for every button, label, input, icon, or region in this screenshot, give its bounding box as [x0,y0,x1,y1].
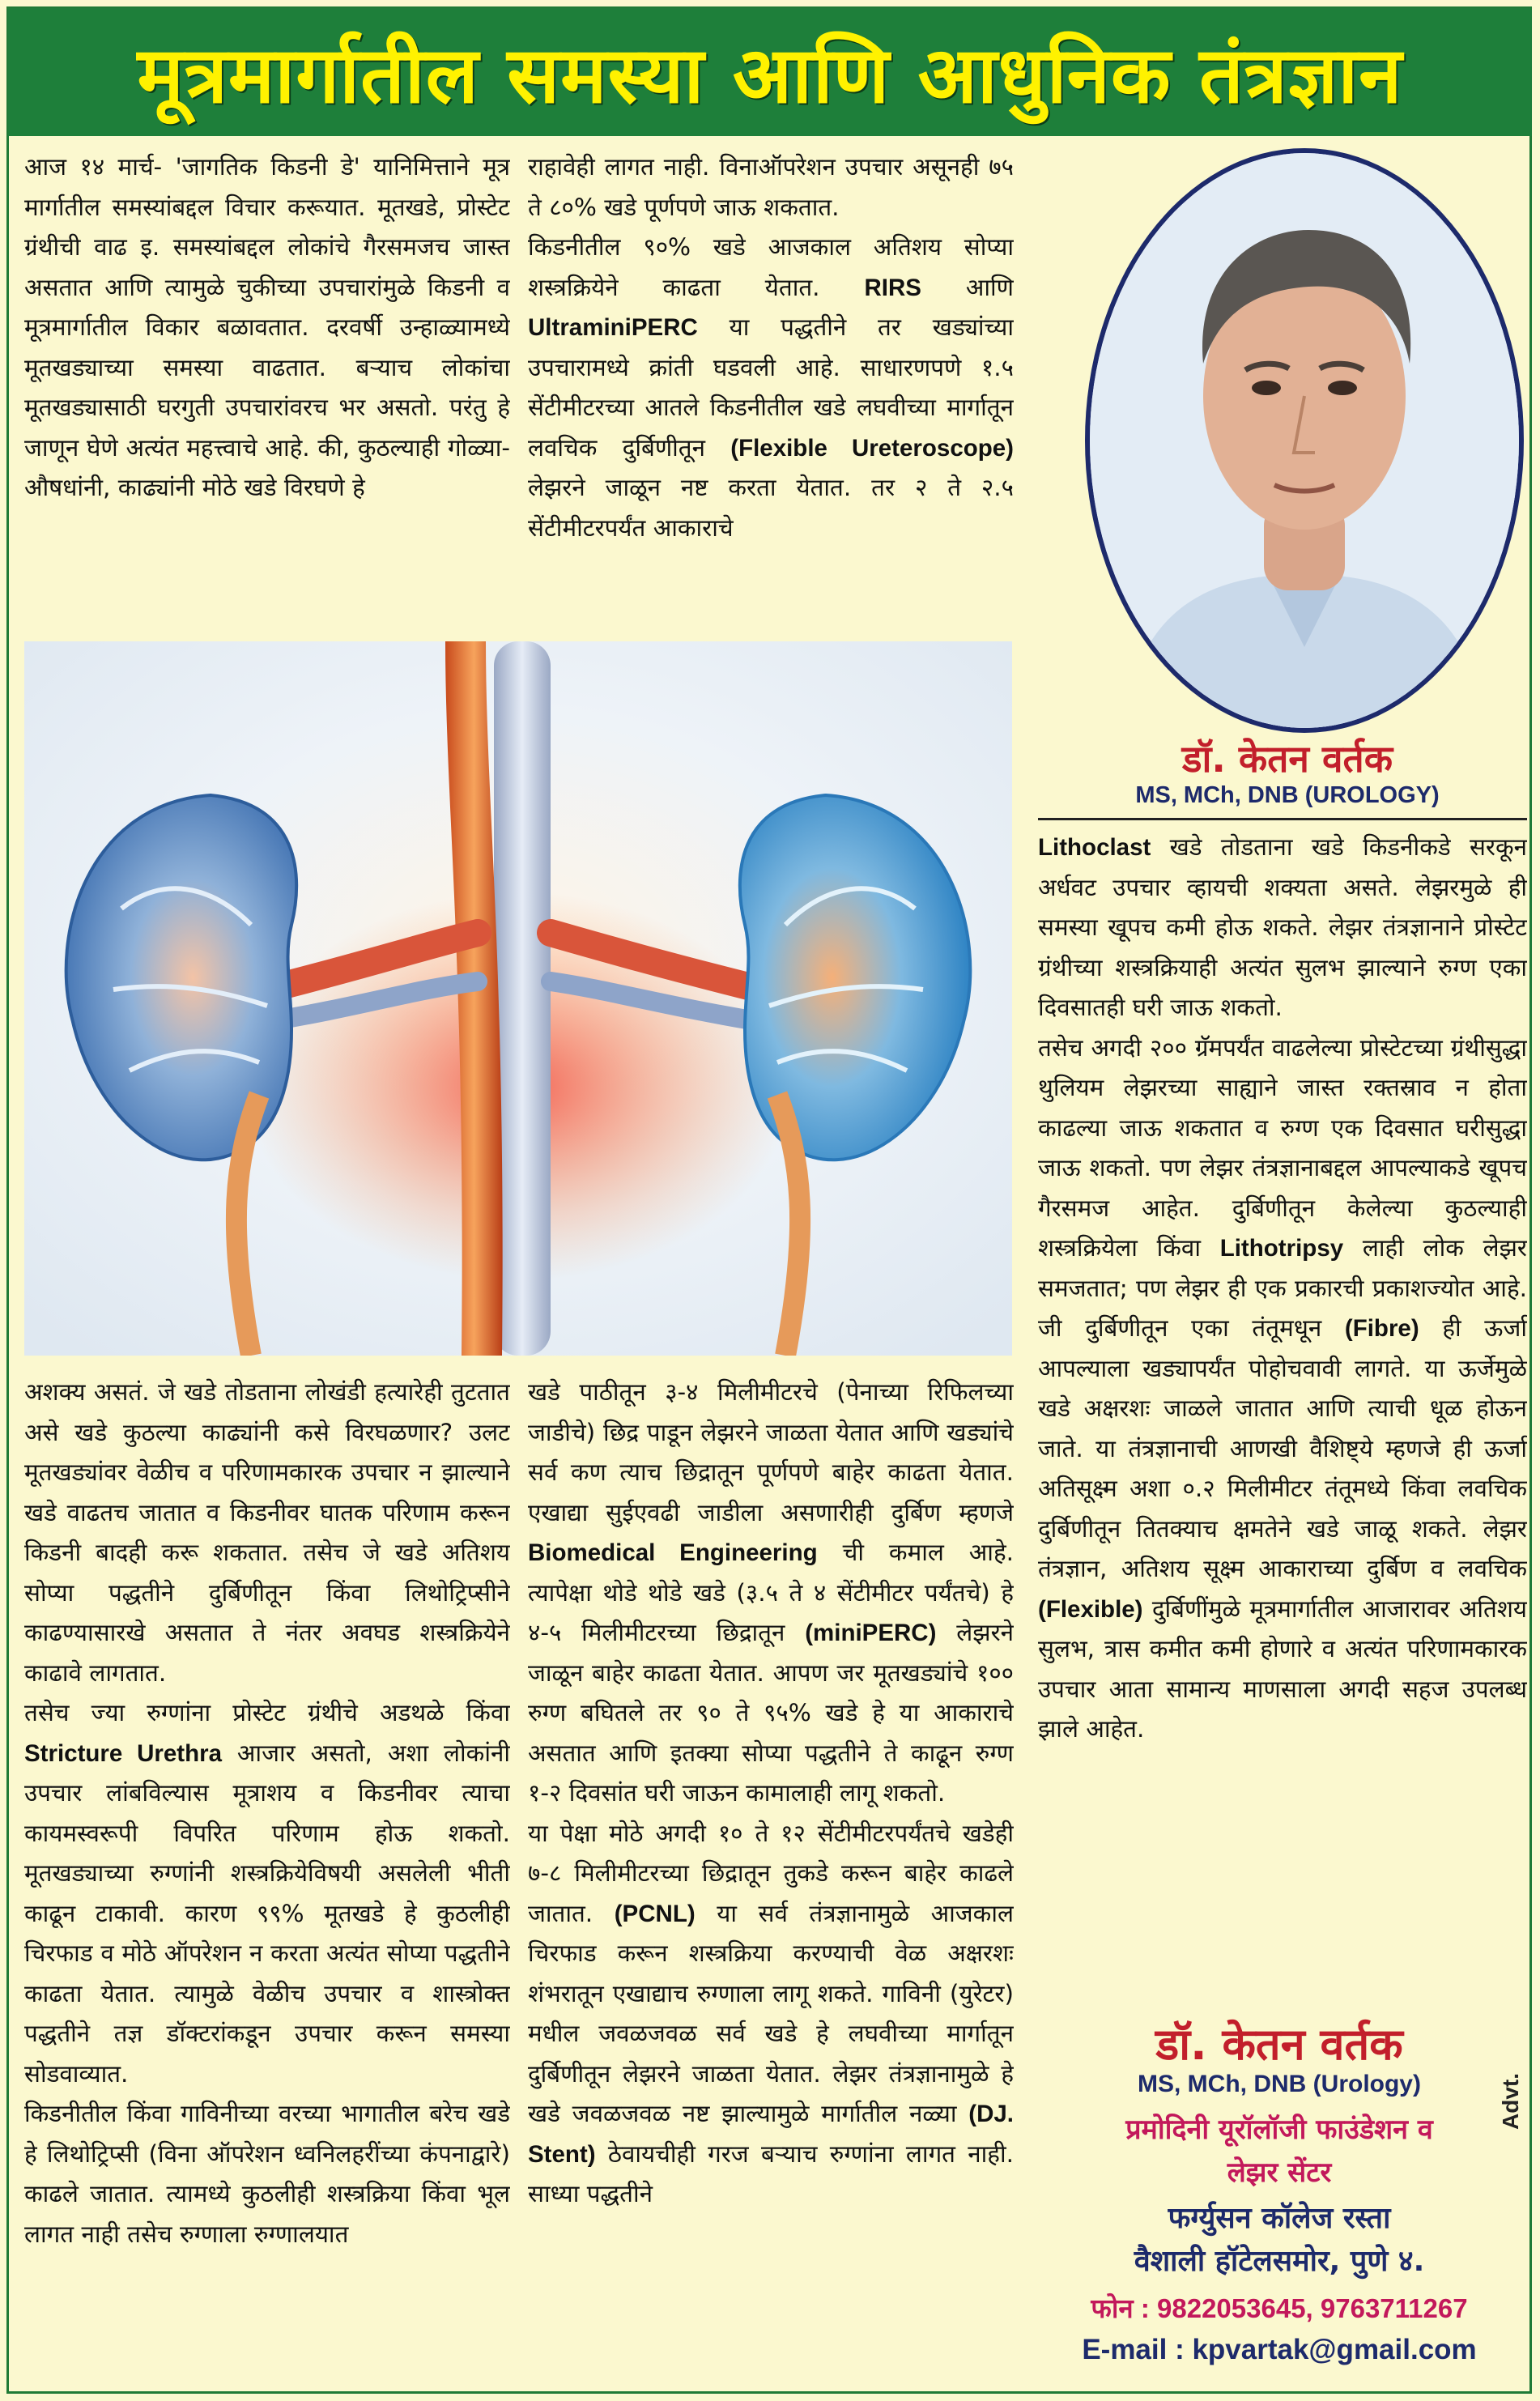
paragraph: या पेक्षा मोठे अगदी १० ते १२ सेंटीमीटरपर्यंतचे खडेही ७-८ मिलीमीटरच्या छिद्रातून तुकडे करून बाहेर काढले जातात. (PCNL) या सर्व तंत्रज्ञानामुळे आजकाल चिरफाड करून शस्त्रक्रिया करण्याची वेळ अक्षरशः शंभरातून एखाद्याच रुग्णाला लागू शकते. गाविनी (युरेटर) मधील जवळजवळ सर्व खडे हे लघवीच्या मार्गातून दुर्बिणीतून लेझरने जाळता येतात. लेझर तंत्रज्ञानामुळे हे खडे जवळजवळ नष्ट झाल्यामुळे मार्गातील नळ्या (DJ. Stent) ठेवायचीही गरज बऱ्याच रुग्णांना लागत नाही. साध्या पद्धतीने [528,1819,1014,2207]
doctor-degrees-bottom: MS, MCh, DNB (Urology) [1138,2071,1421,2097]
term-rirs: RIRS [864,274,921,301]
doctor-name-bottom: डॉ. केतन वर्तक [1155,2019,1403,2070]
term-ultraminiperc: UltraminiPERC [528,314,698,341]
term-stricture-urethra: Stricture Urethra [24,1739,222,1767]
term-lithotripsy: Lithotripsy [1219,1235,1344,1262]
paragraph: आज १४ मार्च- 'जागतिक किडनी डे' यानिमित्ताने मूत्र मार्गातील समस्यांबद्दल विचार करूयात. मूतखडे, प्रोस्टेट ग्रंथीची वाढ इ. समस्यांबद्दल लोकांचे गैरसमजच जास्त असतात आणि त्यामुळे चुकीच्या उपचारांमुळे किडनी व मूत्रमार्गातील विकार बळावतात. दरवर्षी उन्हाळ्यामध्ये मूतखड्याच्या समस्या वाढतात. बऱ्याच लोकांचा मूतखड्यासाठी घरगुती उपचारांवरच भर असतो. परंतु हे जाणून घेणे अत्यंत महत्त्वाचे आहे. की, कुठल्याही गोळ्या-औषधांनी, काढ्यांनी मोठे खडे विरघणे हे [24,153,510,501]
kidney-illustration [24,641,1012,1356]
article-col2-top [528,147,1014,633]
term-pcnl: (PCNL) [614,1900,696,1927]
paragraph: Lithoclast खडे तोडताना खडे किडनीकडे सरकून अर्धवट उपचार व्हायची शक्यता असते. लेझरमुळे ही समस्या खूपच कमी होऊ शकते. लेझर तंत्रज्ञानाने प्रोस्टेट ग्रंथीच्या शस्त्रक्रियाही अत्यंत सुलभ झाल्याने रुग्ण एका दिवसातही घरी जाऊ शकतो. [1038,833,1527,1021]
term-flexible-ureteroscope: (Flexible Ureteroscope) [730,434,1014,462]
paragraph: तसेच अगदी २०० ग्रॅमपर्यंत वाढलेल्या प्रोस्टेटच्या ग्रंथीसुद्धा थुलियम लेझरच्या साह्याने जास्त रक्तस्राव न होता काढल्या जाऊ शकतात व रुग्ण एक दिवसात घरीसुद्धा जाऊ शकतो. पण लेझर तंत्रज्ञानाबद्दल आपल्याकडे खूपच गैरसमज आहेत. दुर्बिणीतून केलेल्या कुठल्याही शस्त्रक्रियेला किंवा Lithotripsy लाही लोक लेझर समजतात; पण लेझर ही एक प्रकारची प्रकाशज्योत आहे. जी दुर्बिणीतून एका तंतूमधून (Fibre) ही ऊर्जा आपल्याला खड्यापर्यंत पोहोचवावी लागते. या ऊर्जेमुळे खडे अक्षरशः जाळले जातात आणि त्याची धूळ होऊन जाते. या तंत्रज्ञानाची आणखी वैशिष्ट्ये म्हणजे ही ऊर्जा अतिसूक्ष्म अशा ०.२ मिलीमीटर तंतूमध्ये किंवा लवचिक दुर्बिणीतून तितक्याच क्षमतेने खडे जाळू शकते. लेझर तंत्रज्ञान, अतिशय सूक्ष्म आकाराच्या दुर्बिण व लवचिक (Flexible) दुर्बिणींमुळे मूत्रमार्गातील आजारावर अतिशय सुलभ, त्रास कमीत कमी होणारे व अत्यंत परिणामकारक उपचार आता सामान्य माणसाला अगदी सहज उपलब्ध झाले आहेत. [1038,1033,1527,1743]
article-col2-bottom [528,1373,1014,2385]
paragraph: अशक्य असतं. जे खडे तोडताना लोखंडी हत्यारेही तुटतात असे खडे कुठल्या काढ्यांनी कसे विरघळणार? उलट मूतखड्यांवर वेळीच व परिणामकारक उपचार न झाल्याने खडे वाढतच जातात व किडनीवर घातक परिणाम करून किडनी बादही करू शकतात. तसेच जे खडे अतिशय सोप्या पद्धतीने दुर्बिणीतून किंवा लिथोट्रिप्सीने काढण्यासारखे असतात ते नंतर अवघड शस्त्रक्रियेने काढावे लागतात. [24,1378,510,1687]
address-line1: फर्ग्युसन कॉलेज रस्ता [1168,2202,1391,2235]
paragraph: खडे पाठीतून ३-४ मिलीमीटरचे (पेनाच्या रिफिलच्या जाडीचे) छिद्र पाडून लेझरने जाळता येतात आणि खड्यांचे सर्व कण त्याच छिद्रातून पूर्णपणे बाहेर काढता येतात. एखाद्या सुईएवढी जाडीला असणारीही दुर्बिण म्हणजे Biomedical Engineering ची कमाल आहे. त्यापेक्षा थोडे थोडे खडे (३.५ ते ४ सेंटीमीटर पर्यंतचे) हे ४-५ मिलीमीटरच्या छिद्रातून (miniPERC) लेझरने जाळून बाहेर काढता येतात. आपण जर मूतखड्यांचे १०० रुग्ण बघितले तर ९० ते ९५% खडे हे या आकाराचे असतात आणि इतक्या सोप्या पद्धतीने ते काढून रुग्ण १-२ दिवसांत घरी जाऊन कामालाही लागू शकतो. [528,1378,1014,1807]
org-line1: प्रमोदिनी यूरॉलॉजी फाउंडेशन व [1125,2114,1433,2146]
headline-banner [8,8,1532,136]
term-lithoclast: Lithoclast [1038,834,1151,861]
advt-label: Advt. [1498,2073,1523,2130]
term-dj-stent: (DJ. Stent) [528,2101,1014,2168]
headline: मूत्रमार्गातील समस्या आणि आधुनिक तंत्रज्ञान [137,29,1403,121]
address-line2: वैशाली हॉटेलसमोर, पुणे ४. [1134,2245,1425,2278]
doctor-name-top: डॉ. केतन वर्तक [1181,737,1393,781]
term-biomedical-engineering: Biomedical Engineering [528,1539,818,1566]
article-col3 [1038,828,1527,1994]
divider [1038,818,1527,820]
term-miniperc: (miniPERC) [805,1620,937,1646]
doctor-degrees-top: MS, MCh, DNB (UROLOGY) [1135,782,1440,808]
org-line2: लेझर सेंटर [1227,2156,1332,2189]
paragraph: राहावेही लागत नाही. विनाऑपरेशन उपचार असूनही ७५ ते ८०% खडे पूर्णपणे जाऊ शकतात. [528,153,1014,221]
article-col1-top [24,147,510,633]
term-flexible: (Flexible) [1038,1595,1143,1623]
paragraph: तसेच ज्या रुग्णांना प्रोस्टेट ग्रंथीचे अडथळे किंवा Stricture Urethra आजार असतो, अशा लोकांनी उपचार लांबविल्यास मूत्राशय व किडनीवर त्याचा कायमस्वरूपी विपरित परिणाम होऊ शकतो. मूतखड्याच्या रुग्णांनी शस्त्रक्रियेविषयी असलेली भीती काढून टाकावी. कारण ९९% मूतखडे हे कुठलीही चिरफाड व मोठे ऑपरेशन न करता अत्यंत सोप्या पद्धतीने काढता येतात. त्यामुळे वेळीच उपचार व शास्त्रोक्त पद्धतीने तज्ञ डॉक्टरांकडून उपचार करून समस्या सोडवाव्यात. [24,1699,510,2088]
phone: फोन : 9822053645, 9763711267 [1091,2293,1468,2323]
paragraph: किडनीतील किंवा गाविनीच्या वरच्या भागातील बरेच खडे हे लिथोट्रिप्सी (विना ऑपरेशन ध्वनिलहरींच्या कंपनाद्वारे) काढले जातात. त्यामध्ये कुठलीही शस्त्रक्रिया किंवा भूल लागत नाही तसेच रुग्णाला रुग्णालयात [24,2100,510,2248]
paragraph: किडनीतील ९०% खडे आजकाल अतिशय सोप्या शस्त्रक्रियेने काढता येतात. RIRS आणि UltraminiPERC या पद्धतीने तर खड्यांच्या उपचारामध्ये क्रांती घडवली आहे. साधारणपणे १.५ सेंटीमीटरच्या आतले किडनीतील खडे लघवीच्या मार्गातून लवचिक दुर्बिणीतून (Flexible Ureteroscope) लेझरने जाळून नष्ट करता येतात. तर २ ते २.५ सेंटीमीटरपर्यंत आकाराचे [528,233,1014,542]
email: E-mail : kpvartak@gmail.com [1082,2334,1477,2365]
doctor-portrait [1085,148,1524,733]
article-col1-bottom [24,1373,510,2385]
term-fibre: (Fibre) [1344,1315,1419,1342]
